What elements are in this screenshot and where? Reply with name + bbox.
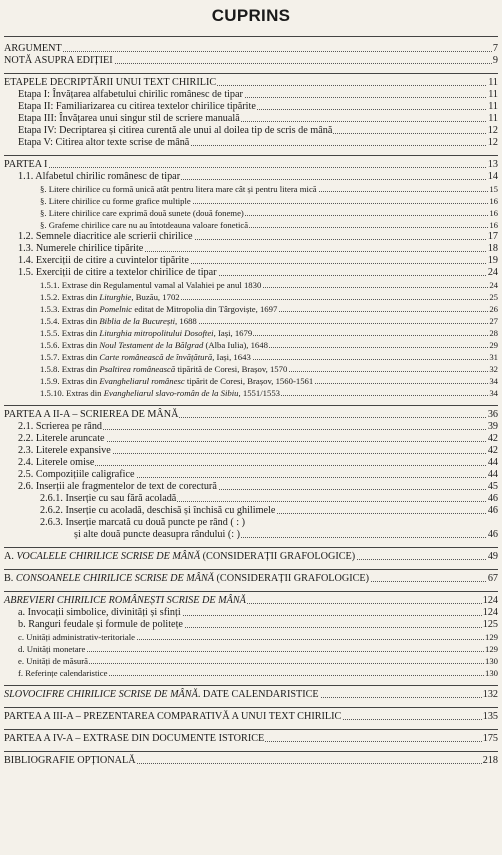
toc-entry[interactable] [18,433,498,445]
toc-page-number: 45 [487,481,498,492]
toc-page-number: 39 [487,421,498,432]
toc-entry-title [40,195,192,207]
toc-entry-title [18,231,194,243]
toc-title-part: PARTEA A II-A – SCRIEREA DE MÂNĂ [4,409,179,420]
toc-title-part: (CONSIDERAȚII GRAFOLOGICE) [200,551,356,562]
toc-entry[interactable] [40,505,498,517]
toc-page-number: 218 [482,755,498,766]
toc-page-number: 12 [487,125,498,136]
toc-title-part: A. [4,551,17,562]
toc-page-number: 16 [489,208,498,218]
toc-title-part: Evangheliarul românesc [99,376,185,386]
toc-entry-title [40,219,249,231]
toc-title-part: (Alba Iulia), 1648 [203,340,268,350]
toc-entry-title [74,529,241,541]
toc-title-part: Pomelnic [99,304,133,314]
toc-title-part: 1.5.9. Extras din [40,376,100,386]
toc-title-part: 1.4. Exerciții de citire a cuvintelor tipărite [18,255,189,266]
toc-page-number: 11 [488,89,498,100]
toc-title-part: 2.5. Compozițiile caligrafice [18,469,135,480]
toc-title-part: tipărit de Coresi, Brașov, 1560-1561 [184,376,314,386]
toc-entry-title [4,43,63,55]
toc-title-part: Noul Testament de la Bălgrad [99,340,204,350]
toc-entry-title [18,101,257,113]
toc-entry-title [18,267,218,279]
toc-entry[interactable] [4,409,498,421]
toc-entry-title [18,631,136,643]
toc-entry[interactable] [18,667,498,679]
toc-entry[interactable] [4,595,498,607]
toc-entry-title [40,363,288,375]
toc-title-part: PARTEA A III-A – PREZENTAREA COMPARATIVĂ A UNUI TEXT CHIRILIC [4,711,342,722]
toc-entry-title [4,689,320,701]
toc-entry-title [40,303,278,315]
section-divider [4,149,498,156]
toc-entry[interactable] [4,77,498,89]
toc-entry[interactable] [4,755,498,767]
toc-entry[interactable] [18,89,498,101]
toc-page-number: 124 [482,607,498,618]
toc-title-part: f. Referințe calendaristice [18,668,108,678]
toc-entry[interactable] [40,339,498,351]
toc-page-number: 16 [489,220,498,230]
toc-entry[interactable] [18,113,498,125]
toc-title-part: a. Invocații simbolice, divinități și sfinți [18,607,181,618]
toc-page-number: 67 [487,573,498,584]
toc-entry-title [40,183,318,195]
toc-title-part: și alte două puncte deasupra rândului (: ) [74,529,241,540]
toc-page-number: 124 [482,595,498,606]
toc-page-number: 31 [489,352,498,362]
toc-title-part: §. Litere chirilice care exprimă două sunete (două foneme) [40,208,244,218]
toc-page-number: 17 [487,231,498,242]
toc-page-number: 125 [482,619,498,630]
toc-title-part: 1.5.1. Extrase din Regulamentul vamal al Valahiei pe anul 1830 [40,280,262,290]
toc-entry-title [40,351,252,363]
toc-entry-title [18,137,190,149]
toc-entry-title [18,481,218,493]
toc-entry-title [18,255,190,267]
toc-page-number: 130 [484,656,498,666]
toc-entry-title [40,327,253,339]
toc-page-number: 44 [487,457,498,468]
toc-page-number: 34 [489,376,498,386]
toc-entry[interactable] [4,733,498,745]
toc-entry-title [4,733,265,745]
toc-page-number: 135 [482,711,498,722]
toc-title-part: PARTEA I [4,159,48,170]
dot-leader [18,651,498,652]
toc-entry[interactable] [18,267,498,279]
toc-title-part: Etapa III: Învățarea unui singur stil de scriere manuală [18,113,240,124]
toc-entry[interactable] [40,375,498,387]
toc-title-part: d. Unități monetare [18,644,86,654]
toc-title-part: ARGUMENT [4,43,62,54]
toc-title-part: 1.3. Numerele chirilice tipărite [18,243,144,254]
toc-entry[interactable] [40,387,498,399]
toc-title-part: (CONSIDERAȚII GRAFOLOGICE) [213,573,370,584]
dot-leader [18,663,498,664]
toc-entry[interactable] [40,303,498,315]
toc-title-part: Carte românească de învățătură [99,352,213,362]
toc-title-part: Etapa IV: Decriptarea și citirea curentă ale unui al doilea tip de scris de mână [18,125,333,136]
toc-entry[interactable] [4,573,498,585]
toc-page-number: 49 [487,551,498,562]
toc-entry[interactable] [18,481,498,493]
toc-entry-title [18,607,182,619]
toc-title-part: 2.2. Literele aruncate [18,433,105,444]
toc-entry-title [40,291,181,303]
toc-page-number: 24 [489,280,498,290]
toc-title-part: 2.6.2. Inserție cu acoladă, deschisă și închisă cu ghilimele [40,505,276,516]
toc-page-number: 11 [488,77,498,88]
toc-entry-title [40,387,281,399]
toc-entry[interactable] [40,183,498,195]
toc-page-number: 175 [482,733,498,744]
toc-page-number: 9 [492,55,498,66]
toc-entry-title [18,421,103,433]
toc-title-part: 1.5.2. Extras din [40,292,100,302]
section-divider [4,563,498,570]
toc-entry-title [40,339,269,351]
toc-title-part: 1.5.6. Extras din [40,340,100,350]
toc-page-number: 132 [482,689,498,700]
toc-title-part: . DATE CALENDARISTICE [197,689,319,700]
toc-entry[interactable] [74,529,498,541]
section-divider [4,541,498,548]
toc-title-part: 2.6. Inserții ale fragmentelor de text de corectură [18,481,217,492]
toc-title-part: SLOVOCIFRE CHIRILICE SCRISE DE MÂNĂ [4,689,198,700]
toc-entry[interactable] [40,315,498,327]
toc-entry[interactable] [18,243,498,255]
toc-title-part: 1.5.4. Extras din [40,316,100,326]
section-divider [4,67,498,74]
toc-title-part: §. Grafeme chirilice care nu au întotdeauna valoare fonetică [40,220,249,230]
toc-title-part: 2.6.3. Inserție marcată cu două puncte pe rând ( : ) [40,517,246,528]
toc-entry-title [4,409,179,421]
toc-page-number: 129 [484,632,498,642]
section-divider [4,701,498,708]
toc-entry-title [18,433,106,445]
toc-page-number: 18 [487,243,498,254]
toc-title-part: Liturghie [99,292,132,302]
toc-title-part: c. Unități administrativ-teritoriale [18,632,136,642]
toc-page-number: 15 [489,184,498,194]
toc-page-number: 25 [489,292,498,302]
toc-page-number: 13 [487,159,498,170]
toc-entry-title [18,445,112,457]
toc-page-number: 32 [489,364,498,374]
toc-title-part: Biblia de la București [99,316,176,326]
toc-entry-title [40,505,276,517]
toc-title-part: , Iași, 1679 [213,328,253,338]
toc-title-part: CONSOANELE CHIRILICE SCRISE DE MÂNĂ [15,573,214,584]
toc-entry-title [4,77,217,89]
toc-title-part: Etapa I: Învățarea alfabetului chirilic românesc de tipar [18,89,243,100]
toc-title-part: 1.2. Semnele diacritice ale scrierii chirilice [18,231,193,242]
toc-entry[interactable] [18,469,498,481]
toc-title-part: Psaltirea românească [99,364,176,374]
section-divider [4,723,498,730]
toc-entry[interactable] [18,445,498,457]
toc-title-part: 1.5.3. Extras din [40,304,100,314]
toc-entry-title [18,457,95,469]
toc-entry[interactable] [40,207,498,219]
toc-title-part: ABREVIERI CHIRILICE ROMÂNEȘTI SCRISE DE MÂNĂ [4,595,246,606]
toc-entry[interactable] [40,363,498,375]
toc-page-number: 46 [487,529,498,540]
toc-title-part: 1.1. Alfabetul chirilic românesc de tipar [18,171,181,182]
page-title: CUPRINS [211,6,291,25]
toc-entry-title [18,89,244,101]
toc-entry-title [18,243,144,255]
table-of-contents [4,36,498,767]
toc-page-number: 24 [487,267,498,278]
toc-page-number: 129 [484,644,498,654]
toc-title-part: editat de Mitropolia din Târgoviște, 1697 [132,304,278,314]
toc-page-number: 29 [489,340,498,350]
toc-title-part: , Iași, 1643 [212,352,251,362]
toc-title-part: B. [4,573,16,584]
toc-entry[interactable] [18,231,498,243]
toc-page-number: 46 [487,493,498,504]
toc-entry[interactable] [18,255,498,267]
toc-entry-title [4,551,356,563]
toc-entry-title [40,207,245,219]
toc-entry[interactable] [18,643,498,655]
toc-entry[interactable] [40,279,498,291]
toc-entry[interactable] [18,125,498,137]
toc-title-part: Etapa V: Citirea altor texte scrise de mână [18,137,190,148]
toc-title-part: NOTĂ ASUPRA EDIȚIEI [4,55,113,66]
toc-entry-title [4,755,137,767]
toc-page-number: 11 [488,101,498,112]
dot-leader [4,51,498,52]
toc-entry[interactable] [40,351,498,363]
toc-entry-title [18,113,241,125]
toc-entry[interactable] [40,291,498,303]
toc-page-number: 42 [487,445,498,456]
toc-entry[interactable] [18,421,498,433]
toc-entry[interactable] [40,493,498,505]
toc-page-number: 11 [488,113,498,124]
toc-entry[interactable] [18,619,498,631]
toc-page-number: 44 [487,469,498,480]
section-divider [4,745,498,752]
toc-entry-title [18,655,89,667]
toc-page-number: 19 [487,255,498,266]
toc-entry[interactable] [4,551,498,563]
toc-entry-title [18,171,181,183]
toc-title-part: §. Litere chirilice cu formă unică atât pentru litera mare cât și pentru litera mică [40,184,317,194]
toc-entry-title [4,159,48,171]
toc-entry[interactable] [4,55,498,67]
toc-entry[interactable] [18,655,498,667]
toc-entry[interactable] [40,219,498,231]
toc-page-number: 16 [489,196,498,206]
toc-title-part: §. Litere chirilice cu forme grafice multiple [40,196,191,206]
toc-entry[interactable] [18,171,498,183]
toc-entry[interactable] [40,327,498,339]
toc-entry[interactable] [40,195,498,207]
toc-title-part: 1.5.8. Extras din [40,364,100,374]
toc-title-part: 1.5.10. Extras din [40,388,104,398]
toc-title-part: , 1688 [175,316,197,326]
toc-title-part: VOCALELE CHIRILICE SCRISE DE MÂNĂ [16,551,201,562]
toc-entry-title [40,493,177,505]
toc-entry-title [18,667,108,679]
toc-page-number: 12 [487,137,498,148]
toc-entry-title [4,595,247,607]
toc-title-part: 1.5.7. Extras din [40,352,100,362]
toc-entry[interactable] [4,159,498,171]
section-divider [4,679,498,686]
toc-page-number: 27 [489,316,498,326]
toc-title-part: Etapa II: Familiarizarea cu citirea textelor chirilice tipărite [18,101,256,112]
toc-title-part: , Buzău, 1702 [131,292,180,302]
toc-entry-title [18,125,333,137]
toc-title-part: ETAPELE DECRIPTĂRII UNUI TEXT CHIRILIC [4,77,217,88]
toc-entry-title [4,573,370,585]
toc-entry[interactable] [18,101,498,113]
toc-title-part: 2.4. Literele omise [18,457,95,468]
toc-entry-title [18,469,136,481]
toc-entry-title [40,517,246,529]
toc-title-part: PARTEA A IV-A – EXTRASE DIN DOCUMENTE ISTORICE [4,733,265,744]
toc-entry[interactable] [40,517,498,529]
toc-title-part: Liturghia mitropolitului Dosoftei [99,328,214,338]
toc-entry-title [40,315,198,327]
toc-title-part: 2.3. Literele expansive [18,445,111,456]
toc-title-part: 2.6.1. Inserție cu sau fără acoladă [40,493,177,504]
toc-entry[interactable] [18,457,498,469]
toc-entry[interactable] [18,607,498,619]
toc-entry[interactable] [4,43,498,55]
toc-title-part: e. Unități de măsură [18,656,88,666]
toc-title-part: 2.1. Scrierea pe rând [18,421,103,432]
toc-page-number: 28 [489,328,498,338]
toc-title-part: BIBLIOGRAFIE OPȚIONALĂ [4,755,136,766]
toc-entry-title [18,619,184,631]
toc-entry-title [40,279,262,291]
toc-entry-title [4,55,114,67]
toc-title-part: b. Ranguri feudale și formule de politețe [18,619,183,630]
toc-entry[interactable] [4,711,498,723]
toc-entry-title [18,643,86,655]
toc-page-number: 130 [484,668,498,678]
toc-title-part: Evangheliarul slavo-român de la Sibiu [103,388,239,398]
toc-entry[interactable] [18,631,498,643]
toc-page-number: 34 [489,388,498,398]
section-divider [4,585,498,592]
toc-page-number: 14 [487,171,498,182]
toc-title-part: tipărită de Coresi, Brașov, 1570 [175,364,288,374]
toc-title-part: , 1551/1553 [238,388,281,398]
section-divider [4,399,498,406]
dot-leader [4,167,498,168]
toc-page-number: 42 [487,433,498,444]
toc-page-number: 7 [492,43,498,54]
toc-page-number: 46 [487,505,498,516]
toc-entry[interactable] [4,689,498,701]
toc-entry-title [4,711,342,723]
toc-entry[interactable] [18,137,498,149]
toc-page-number: 36 [487,409,498,420]
toc-title-part: 1.5.5. Extras din [40,328,100,338]
toc-page-number: 26 [489,304,498,314]
toc-title-part: 1.5. Exerciții de citire a textelor chirilice de tipar [18,267,217,278]
toc-entry-title [40,375,314,387]
